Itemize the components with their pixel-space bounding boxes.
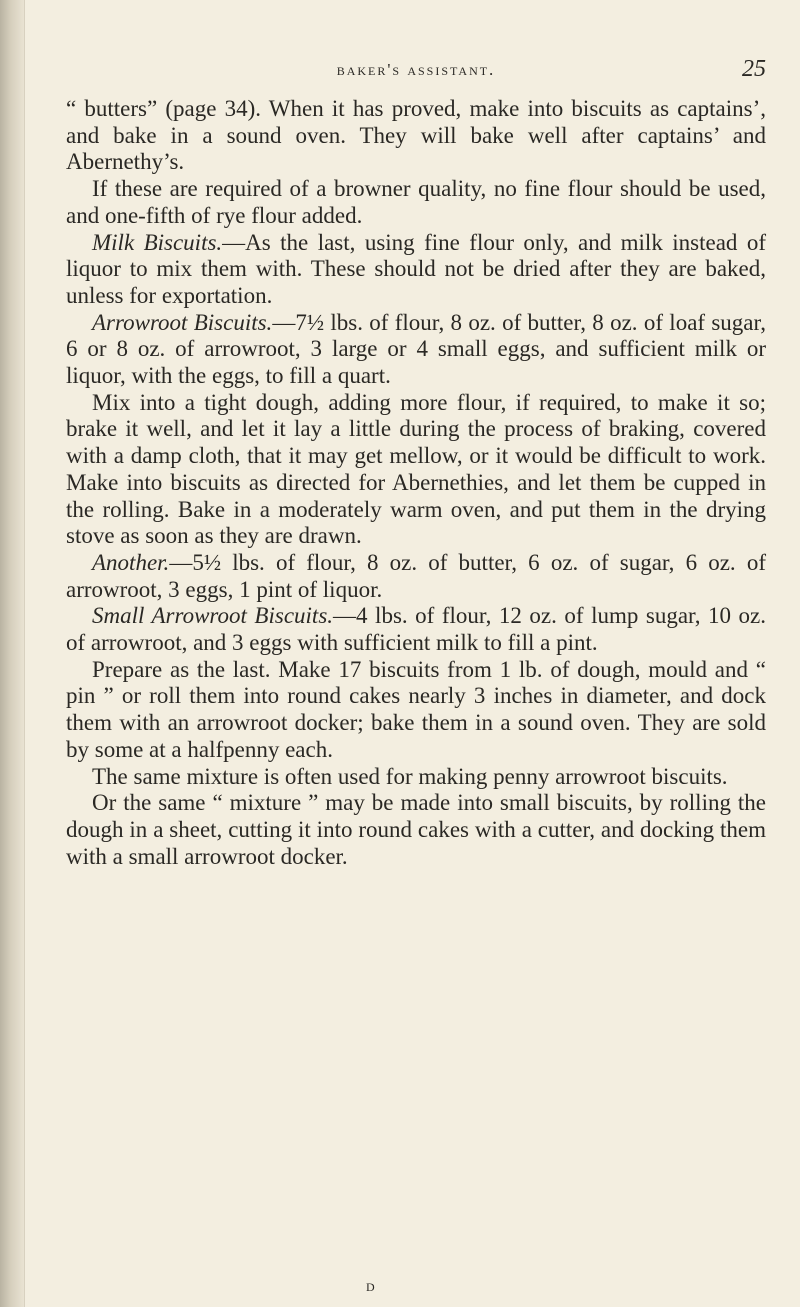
recipe-title: Arrowroot Biscuits.: [92, 309, 273, 335]
paragraph: [66, 764, 766, 791]
body-text: [66, 96, 766, 870]
paragraph: [66, 176, 766, 229]
paragraph: [66, 96, 766, 176]
paragraph-another: [66, 550, 766, 603]
paragraph-milk-biscuits: [66, 230, 766, 310]
recipe-title: Another.: [92, 549, 170, 575]
paragraph: [66, 390, 766, 550]
paragraph-text: —As the last, using fine flour only, and milk instead of liquor to mix them with. These should not be dried after they are baked, unless for exportation.: [66, 229, 766, 308]
paragraph-text: —7½ lbs. of flour, 8 oz. of butter, 8 oz. of loaf sugar, 6 or 8 oz. of arrowroot, 3 large or 4 small eggs, and sufficient milk or liquor, with the eggs, to fill a quart.: [66, 309, 767, 389]
book-spine-shadow: [0, 0, 25, 1307]
paragraph-text: Mix into a tight dough, adding more flour, if required, to make it so; brake it well, and let it lay a little during the process of braking, covered with a damp cloth, that it may get mellow, or it would be difficult to work. Make into biscuits as directed for Abernethies, and let them be cupped in the rolling. Bake in a moderately warm oven, and put them in the drying stove as soon as they are drawn.: [66, 389, 766, 549]
page-number: 25: [742, 56, 766, 82]
paragraph-text: —4 lbs. of flour, 12 oz. of lump sugar, 10 oz. of arrowroot, and 3 eggs with sufficient milk to fill a pint.: [66, 603, 767, 656]
paragraph-text: If these are required of a browner quality, no fine flour should be used, and one-fifth of rye flour added.: [66, 176, 766, 228]
signature-mark: d: [366, 1276, 375, 1295]
paragraph-text: “ butters” (page 34). When it has proved, make into biscuits as captains’, and bake in a sound oven. They will bake well after captains’ and Abernethy’s.: [66, 96, 766, 175]
paragraph-text: Prepare as the last. Make 17 biscuits from 1 lb. of dough, mould and “ pin ” or roll them into round cakes nearly 3 inches in diameter, and dock them with an arrowroot docker; bake them in a sound oven. They are sold by some at a halfpenny each.: [66, 656, 766, 762]
recipe-title: Milk Biscuits.: [92, 229, 223, 255]
paragraph-text: The same mixture is often used for making penny arrowroot biscuits.: [92, 763, 728, 789]
running-head: baker's assistant.: [336, 60, 496, 79]
paragraph-small-arrowroot-biscuits: [66, 603, 766, 656]
paragraph: [66, 790, 766, 870]
recipe-title: Small Arrowroot Biscuits.: [92, 603, 334, 629]
page-header: [66, 56, 766, 92]
paragraph-text: Or the same “ mixture ” may be made into small biscuits, by rolling the dough in a sheet, cutting it into round cakes with a cutter, and docking them with a small arrowroot docker.: [66, 790, 766, 869]
paragraph-text: —5½ lbs. of flour, 8 oz. of butter, 6 oz. of sugar, 6 oz. of arrowroot, 3 eggs, 1 pint of liquor.: [66, 549, 766, 602]
paragraph: [66, 657, 766, 764]
paragraph-arrowroot-biscuits: [66, 310, 766, 390]
